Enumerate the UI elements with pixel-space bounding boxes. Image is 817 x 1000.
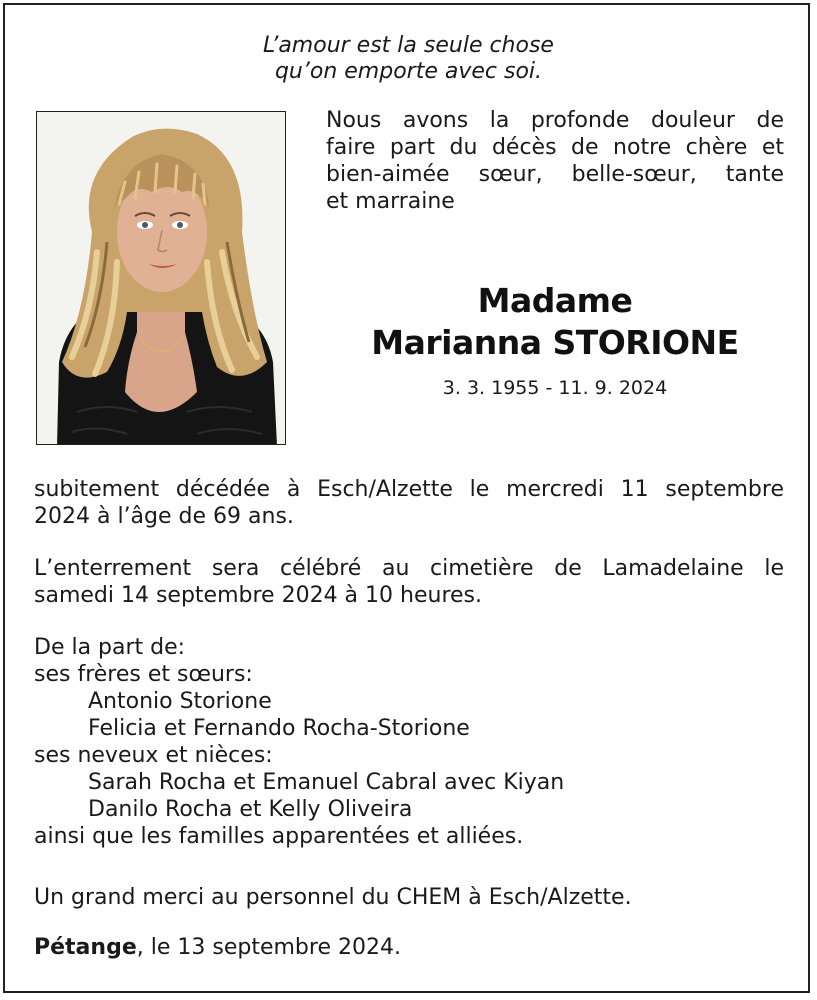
- signature-date: , le 13 septembre 2024.: [136, 935, 401, 960]
- sibling-item: Antonio Storione: [88, 689, 272, 714]
- intro-line-4: et marraine: [326, 189, 455, 214]
- funeral-line-1: L’enterrement sera célébré au cimetière de Lamadelaine le: [34, 556, 784, 581]
- sibling-item: Felicia et Fernando Rocha-Storione: [88, 716, 470, 741]
- portrait-photo: [36, 111, 286, 445]
- signature-place: Pétange: [34, 935, 137, 960]
- signature-line: [34, 934, 784, 961]
- nephew-item: Danilo Rocha et Kelly Oliveira: [88, 797, 413, 822]
- siblings-label: ses frères et sœurs:: [34, 662, 253, 687]
- family-heading: De la part de:: [34, 635, 186, 660]
- intro-line-3: bien-aimée sœur, belle-sœur, tante: [326, 162, 784, 187]
- funeral-line-2: samedi 14 septembre 2024 à 10 heures.: [34, 583, 482, 608]
- death-notice-line-2: 2024 à l’âge de 69 ans.: [34, 504, 294, 529]
- deceased-title: Madame: [477, 281, 633, 320]
- intro-line-2: faire part du décès de notre chère et: [326, 135, 784, 160]
- nephew-item: Sarah Rocha et Emanuel Cabral avec Kiyan: [88, 770, 565, 795]
- death-notice-paragraph: [34, 476, 784, 530]
- signature: [34, 934, 784, 961]
- deceased-name: Marianna STORIONE: [371, 323, 739, 362]
- thanks-text: Un grand merci au personnel du CHEM à Esch/Alzette.: [34, 885, 632, 910]
- life-dates: 3. 3. 1955 - 11. 9. 2024: [442, 377, 668, 399]
- intro-line-1: Nous avons la profonde douleur de: [326, 108, 784, 133]
- intro-paragraph: [326, 107, 784, 215]
- family-closing: ainsi que les familles apparentées et alliées.: [34, 824, 524, 849]
- family-list: [34, 634, 784, 850]
- quote-line-2: qu’on emporte avec soi.: [274, 59, 543, 84]
- nephews-label: ses neveux et nièces:: [34, 743, 273, 768]
- quote-line-1: L’amour est la seule chose: [263, 33, 554, 58]
- deceased-name-block: [326, 280, 784, 400]
- death-notice-line-1: subitement décédée à Esch/Alzette le mercredi 11 septembre: [34, 477, 784, 502]
- thanks-line: [34, 884, 784, 911]
- funeral-paragraph: [34, 555, 784, 609]
- epigraph-quote: [0, 33, 817, 85]
